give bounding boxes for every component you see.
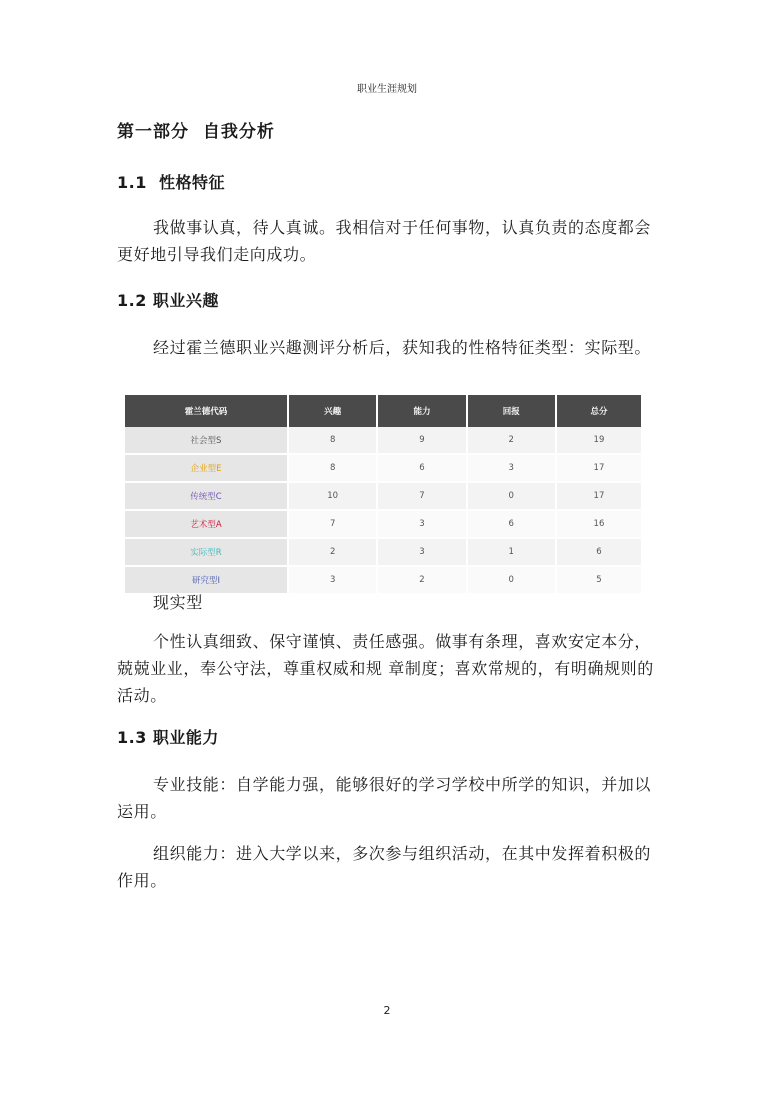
part-title: 第一部分 自我分析 [117,122,275,142]
page-header: 职业生涯规划 [357,84,417,95]
table-header-ability: 能力 [377,395,466,427]
interest-paragraph: 经过霍兰德职业兴趣测评分析后，获知我的性格特征类型：实际型。 [153,338,652,357]
table-cell-type: 实际型R [125,538,288,566]
page-number: 2 [383,1004,391,1017]
organize-paragraph: 组织能力：进入大学以来，多次参与组织活动，在其中发挥着积极的作用。 [117,844,652,890]
realistic-description: 个性认真细致、保守谨慎、责任感强。做事有条理，喜欢安定本分，兢兢业业，奉公守法，尊重权威和规 章制度；喜欢常规的，有明确规则的活动。 [117,632,654,705]
table-cell-value: 9 [377,427,466,454]
table-cell-value: 19 [556,427,641,454]
table-cell-value: 3 [377,510,466,538]
table-cell-value: 2 [288,538,377,566]
section-heading-ability: 1.3 职业能力 [117,728,219,747]
table-row [125,454,641,482]
skill-paragraph: 专业技能：自学能力强，能够很好的学习学校中所学的知识，并加以运用。 [117,775,652,821]
table-cell-value: 0 [467,482,556,510]
table-header-code: 霍兰德代码 [125,395,288,427]
personality-paragraph: 我做事认真，待人真诚。我相信对于任何事物，认真负责的态度都会更好地引导我们走向成功。 [117,218,652,264]
table-header-interest: 兴趣 [288,395,377,427]
table-cell-value: 10 [288,482,377,510]
table-cell-type: 传统型C [125,482,288,510]
table-cell-value: 0 [467,566,556,594]
table-cell-value: 17 [556,482,641,510]
table-cell-value: 8 [288,427,377,454]
table-cell-type: 艺术型A [125,510,288,538]
table-header-row [125,395,641,427]
table-cell-value: 3 [377,538,466,566]
table-cell-value: 2 [377,566,466,594]
table-cell-value: 6 [556,538,641,566]
table-cell-type: 企业型E [125,454,288,482]
table-cell-value: 8 [288,454,377,482]
table-cell-type: 研究型I [125,566,288,594]
table-row [125,510,641,538]
table-cell-value: 3 [467,454,556,482]
holland-table [125,395,641,595]
table-cell-value: 6 [377,454,466,482]
table-cell-value: 6 [467,510,556,538]
table-cell-value: 7 [377,482,466,510]
table-row [125,427,641,454]
table-cell-value: 2 [467,427,556,454]
realistic-label: 现实型 [153,593,203,612]
section-heading-personality: 1.1 性格特征 [117,173,225,192]
table-row [125,482,641,510]
table-cell-value: 17 [556,454,641,482]
table-header-total: 总分 [556,395,641,427]
table-cell-value: 16 [556,510,641,538]
table-cell-value: 5 [556,566,641,594]
table-header-reward: 回报 [467,395,556,427]
table-row [125,538,641,566]
table-cell-value: 1 [467,538,556,566]
table-cell-type: 社会型S [125,427,288,454]
table-cell-value: 3 [288,566,377,594]
section-heading-interest: 1.2 职业兴趣 [117,291,219,310]
table-cell-value: 7 [288,510,377,538]
